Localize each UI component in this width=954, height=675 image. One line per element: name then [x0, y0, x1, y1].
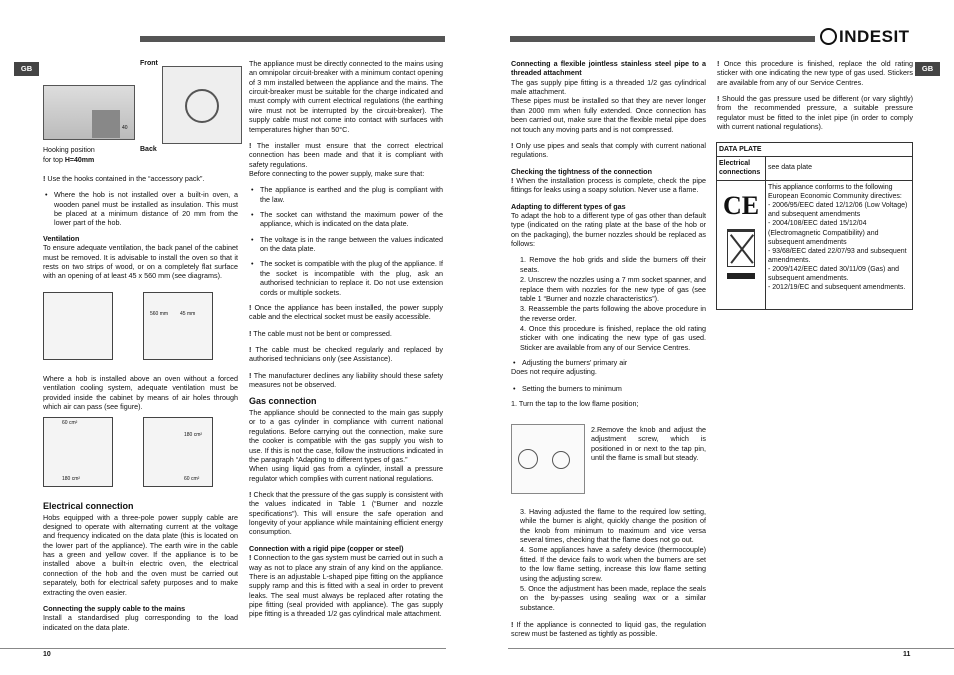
page-number-left: 10: [43, 651, 51, 658]
wooden-panel-shape: [92, 110, 120, 138]
electrical-connection-text: Hobs equipped with a three-pole power supply cable are designed to operate with alternating current at the voltage and frequency indicated on the data plate (this is located on the lower part of the appliance). The earth wire in the cable has a green and yellow cover. If the appliance is to be installed above a built-in electric oven, the electrical connection of the hob and the oven must be carried out separately, both for electrical safety purposes and to make extracting the oven easier.: [43, 512, 238, 597]
minimum-step-1: 1. Turn the tap to the low flame position;: [511, 399, 639, 409]
warning-accessible: ! Once the appliance has been installed, the power supply cable and the electrical socket must be easily accessible.: [249, 302, 443, 322]
before-connecting-text: Before connecting to the power supply, make sure that:: [249, 168, 425, 178]
directive-item: - 2006/95/EEC dated 12/12/06 (Low Voltage) and subsequent amendments: [768, 202, 908, 219]
primary-air-text: Does not require adjusting.: [511, 367, 597, 377]
cabinet-diagram-1: [43, 292, 113, 360]
installer-warning: ! The installer must ensure that the correct electrical connection has been made and that it is compliant with safety regulations.: [249, 140, 443, 169]
flexible-pipe-text-2: These pipes must be installed so that they are never longer than 2000 mm when fully extended. Once connection has been carried out, make sure that the flexible metal pipe does not touch any moving parts and is not compressed.: [511, 96, 706, 134]
weee-bar: [727, 273, 755, 279]
check-bullet-4: • The socket is compatible with the plug of the appliance. If the socket is incompatible with the plug, ask an authorised technician to replace it. Do not use extension cords or multiple sockets.: [249, 259, 443, 296]
right-column-1b: [511, 507, 706, 646]
minimum-step-4: 4. Some appliances have a safety device (thermocouple) fitted. If the device fails to work when the burners are set to the low flame setting, increase this low flame setting using the adjusting screw.: [520, 545, 706, 583]
footer-rule-right: [508, 648, 954, 649]
data-plate-table: [716, 142, 913, 310]
dimension-560mm: 560 mm: [150, 311, 169, 317]
area-180cm2-bottom: 180 cm²: [62, 476, 81, 482]
language-tab-left: GB: [14, 62, 39, 76]
rigid-pipe-heading: Connection with a rigid pipe (copper or steel): [249, 543, 404, 553]
liquid-gas-text: When using liquid gas from a cylinder, install a pressure regulator which complies with current national regulations.: [249, 464, 443, 483]
primary-air-bullet: • Adjusting the burners’ primary air: [511, 358, 706, 367]
marks-cell: [717, 181, 766, 309]
language-tab-right: GB: [915, 62, 940, 76]
tightness-text: ! When the installation process is complete, check the pipe fittings for leaks using a soapy solution. Never use a flame.: [511, 175, 706, 195]
ventilation-heading: Ventilation: [43, 233, 80, 243]
cabinet-diagram-2: [143, 292, 213, 360]
logo-circle-icon: [820, 28, 837, 45]
gas-connection-text: The appliance should be connected to the main gas supply or to a gas cylinder in compliance with current national regulations. Before carrying out the connection, make sure the cooker is compatible with the gas supply you wish to use. If this is not the case, follow the instructions indicated in the paragraph “Adapting to different types of gas.”: [249, 408, 443, 464]
ventilation-text: To ensure adequate ventilation, the back panel of the cabinet must be removed. It is advisable to install the oven so that it rests on two strips of wood, or on a completely flat surface with an opening of at least 45 x 560 mm (see diagrams).: [43, 243, 238, 281]
pressure-warning: ! Check that the pressure of the gas supply is consistent with the values indicated in Table 1 (“Burner and nozzle specifications”). This will ensure the safe operation and longevity of your appliance while maintaining efficient energy consumption.: [249, 489, 443, 537]
directive-item: - 2009/142/EEC dated 30/11/09 (Gas) and subsequent amendments.: [768, 265, 900, 283]
minimum-step-3: 3. Having adjusted the flame to the required low setting, while the burner is alight, quickly change the position of the knob from minimum to maximum and vice versa several times, checking that the flame does not go out.: [520, 507, 706, 545]
sticker-note: ! Once this procedure is finished, replace the old rating sticker with one indicating the new type of gas used. Stickers are available from any of our Service Centres.: [717, 59, 913, 87]
circuit-breaker-text: The appliance must be directly connected to the mains using an omnipolar circuit-breaker with a minimum contact opening of 3 mm installed between the appliance and the mains. The circuit-breaker must be suitable for the charge indicated and must comply with current electrical regulations (the earthing wire must not be interrupted by the circuit-breaker). The supply cable must not come into contact with surfaces with temperatures higher than 50°C.: [249, 59, 443, 134]
air-holes-text: Where a hob is installed above an oven without a forced ventilation cooling system, adequate ventilation must be provided inside the cabinet by means of air holes through which air can pass (see figure).: [43, 374, 238, 412]
data-plate-electrical-row: [717, 157, 912, 181]
right-column-2: [717, 59, 913, 139]
left-column-2: [43, 374, 238, 418]
adapt-step-1: 1. Remove the hob grids and slide the burners off their seats.: [520, 255, 706, 274]
air-holes-diagram-1: [43, 417, 113, 487]
check-bullet-3: • The voltage is in the range between the values indicated on the data plate.: [249, 235, 443, 254]
header-bar-right: [510, 36, 815, 42]
directive-item: - 93/68/EEC dated 22/07/93 and subsequent amendments.: [768, 247, 907, 264]
left-column-3: [43, 499, 238, 639]
flexible-pipe-heading: Connecting a flexible jointless stainless steel pipe to a threaded attachment: [511, 59, 706, 78]
supply-cable-heading: Connecting the supply cable to the mains: [43, 603, 186, 613]
adapting-gas-text: To adapt the hob to a different type of gas other than default type (indicated on the rating plate at the base of the hob or on the packaging), the burner nozzles should be replaced as follows:: [511, 211, 706, 249]
middle-column: [249, 59, 443, 626]
footer-rule-left: [0, 648, 446, 649]
tap-adjustment-diagram: [511, 424, 585, 494]
data-plate-title-row: [717, 143, 912, 157]
minimum-bullet: • Setting the burners to minimum: [511, 384, 706, 393]
electrical-connections-key: Electrical connections: [717, 157, 766, 180]
adapting-gas-heading: Adapting to different types of gas: [511, 201, 626, 211]
data-plate-title: DATA PLATE: [719, 146, 762, 153]
insulation-bullet: • Where the hob is not installed over a built-in oven, a wooden panel must be installed as insulation. This must be placed at a minimum distance of 20 mm from the lower part of the hob.: [43, 190, 238, 227]
left-column: [43, 174, 238, 288]
right-column-1: [511, 59, 706, 416]
adapt-step-2: 2. Unscrew the nozzles using a 7 mm socket spanner, and replace them with nozzles for the new type of gas (see table 1 “Burner and nozzle characteristics”).: [520, 275, 706, 303]
gas-connection-heading: Gas connection: [249, 396, 317, 407]
warning-bent: ! The cable must not be bent or compressed.: [249, 328, 392, 338]
flexible-pipe-text-1: The gas supply pipe fitting is a threaded 1/2 gas cylindrical male attachment.: [511, 77, 706, 97]
warning-liability: ! The manufacturer declines any liability should these safety measures not be observed.: [249, 370, 443, 390]
minimum-step-2-block: [591, 425, 706, 469]
electrical-connection-heading: Electrical connection: [43, 501, 134, 511]
hob-top-view-diagram: [162, 66, 242, 144]
hooks-note: ! Use the hooks contained in the “accessory pack”.: [43, 174, 205, 183]
liquid-gas-warning: ! If the appliance is connected to liquid gas, the regulation screw must be fastened as tightly as possible.: [511, 619, 706, 639]
hob-section-diagram: [43, 85, 135, 140]
area-60cm2-top: 60 cm²: [62, 420, 78, 426]
directives-cell: [766, 181, 912, 309]
dimension-40: 40: [122, 125, 128, 131]
directive-item: - 2004/108/EEC dated 15/12/04 (Electromagnetic Compatibility) and subsequent amendments: [768, 220, 879, 246]
front-label: Front: [140, 60, 158, 67]
minimum-step-5: 5. Once the adjustment has been made, replace the seals on the by-passes using sealing wax or a similar substance.: [520, 583, 706, 612]
area-180cm2-top: 180 cm²: [184, 432, 203, 438]
adapt-step-4: 4. Once this procedure is finished, replace the old rating sticker with one indicating the new type of gas used. Sticker are available from any of our Service Centres.: [520, 323, 706, 352]
page-number-right: 11: [903, 651, 911, 658]
brand-logo: INDESIT: [820, 26, 910, 48]
area-60cm2-bottom: 60 cm²: [184, 476, 200, 482]
data-plate-directives-row: [717, 181, 912, 309]
air-holes-diagram-2: [143, 417, 213, 487]
ce-mark: CE: [723, 191, 760, 221]
minimum-step-2: 2.Remove the knob and adjust the adjustment screw, which is positioned in or next to the tap pin, until the flame is small but steady.: [591, 425, 706, 463]
conformity-text: This appliance conforms to the following European Economic Community directives:: [768, 184, 902, 201]
pressure-regulator-note: ! Should the gas pressure used be different (or vary slightly) from the recommended pressure, a suitable pressure regulator must be fitted to the inlet pipe (in order to comply with current national regulations).: [717, 94, 913, 132]
seals-warning: ! Only use pipes and seals that comply with current national regulations.: [511, 140, 706, 160]
weee-bin-icon: [727, 229, 755, 267]
supply-cable-text: Install a standardised plug corresponding to the load indicated on the data plate.: [43, 613, 238, 632]
tightness-heading: Checking the tightness of the connection: [511, 166, 652, 176]
header-bar-left: [140, 36, 445, 42]
warning-checked: ! The cable must be checked regularly and replaced by authorised technicians only (see Assistance).: [249, 344, 443, 364]
dimension-45mm: 45 mm: [180, 311, 196, 317]
electrical-connections-value: see data plate: [768, 164, 812, 172]
check-bullet-2: • The socket can withstand the maximum power of the appliance, which is indicated on the data plate.: [249, 210, 443, 229]
back-label: Back: [140, 146, 157, 153]
adapt-step-3: 3. Reassemble the parts following the above procedure in the reverse order.: [520, 304, 706, 323]
check-bullet-1: • The appliance is earthed and the plug is compliant with the law.: [249, 185, 443, 204]
directive-item: - 2012/19/EC and subsequent amendments.: [768, 284, 906, 292]
hooking-position-label: Hooking position: [43, 147, 95, 154]
for-top-label: for top H=40mm: [43, 157, 95, 164]
rigid-pipe-text: ! Connection to the gas system must be carried out in such a way as not to place any strain of any kind on the appliance. There is an adjustable L-shaped pipe fitting on the appliance supply ramp and this is fitted with a seal in order to prevent leaks. The seal must always be replaced after rotating the pipe fitting (seal provided with appliance). The gas supply pipe fitting is a threaded 1/2 gas cylindrical male attachment.: [249, 553, 443, 619]
